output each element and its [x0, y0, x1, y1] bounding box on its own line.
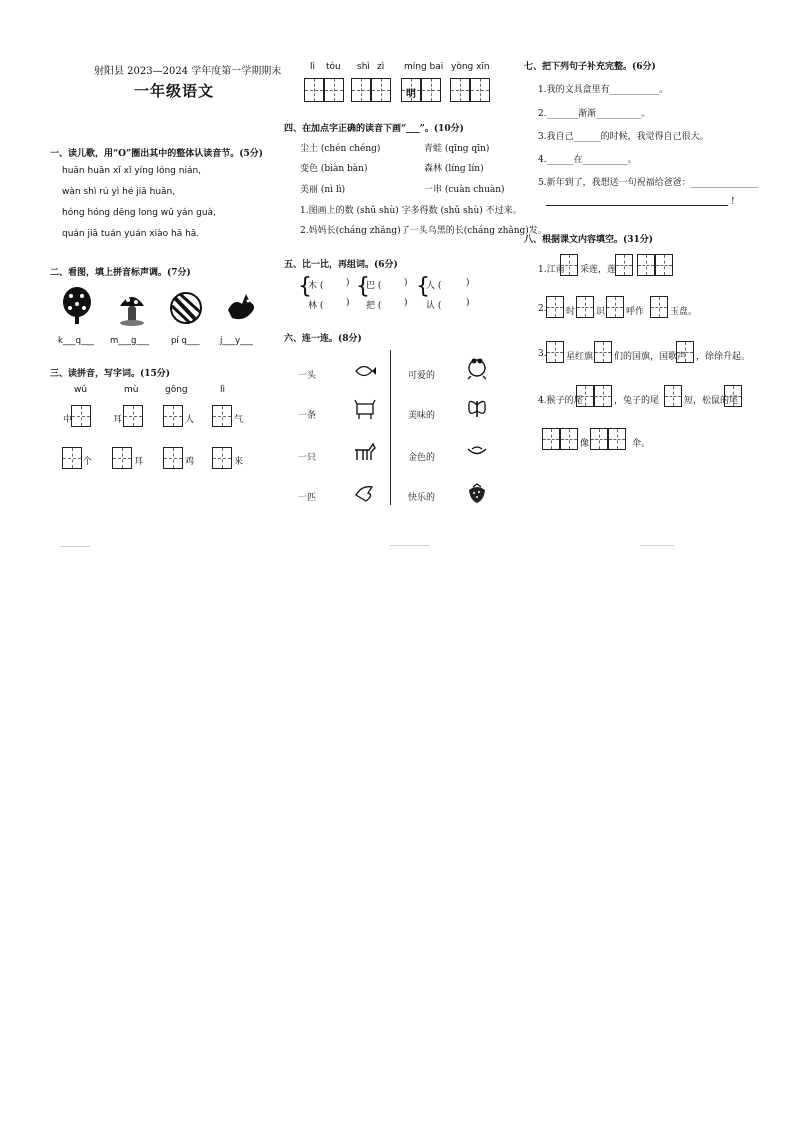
- writing-grid[interactable]: [351, 78, 371, 102]
- writing-grid[interactable]: [546, 341, 564, 363]
- writing-grid[interactable]: [655, 254, 673, 276]
- q4-sentence[interactable]: 1.图画上的数 (shǔ shù) 字多得数 (shǔ shù) 不过来。: [300, 206, 522, 216]
- writing-grid[interactable]: [594, 385, 612, 407]
- q7-line[interactable]: 5.新年到了，我想送一句祝福给爸爸：_______________: [538, 178, 759, 188]
- q3-char: 中: [63, 415, 73, 425]
- scan-edge: [390, 545, 430, 546]
- q3-char: 耳: [113, 415, 123, 425]
- q2-blank[interactable]: j___y___: [220, 336, 253, 346]
- q8-title: 八、根据课文内容填空。(31分): [524, 235, 654, 245]
- q3-pinyin: gōng: [165, 385, 188, 395]
- brace: {: [416, 274, 430, 299]
- writing-grid[interactable]: [421, 78, 441, 102]
- q2-blank[interactable]: k___q___: [58, 336, 94, 346]
- q8-text: 采莲，莲: [580, 265, 617, 275]
- q3b-pinyin: lì: [310, 62, 316, 72]
- q4-item[interactable]: 美丽 (nì lì): [300, 185, 346, 195]
- strawberry-icon[interactable]: [466, 482, 488, 504]
- q7-line[interactable]: 2._______渐渐__________。: [538, 109, 651, 119]
- q7-title: 七、把下列句子补充完整。(6分): [524, 62, 656, 72]
- q8-text: 星红旗，: [566, 352, 603, 362]
- q7-end: !: [731, 197, 735, 207]
- writing-grid[interactable]: [71, 405, 91, 427]
- writing-grid[interactable]: [576, 385, 594, 407]
- brace: {: [298, 274, 312, 299]
- q7-line[interactable]: 1.我的文具盒里有___________。: [538, 85, 669, 95]
- q8-text: 们的国旗，国歌声: [614, 352, 687, 362]
- q3-pinyin: wǔ: [74, 385, 88, 395]
- q5-paren[interactable]: ): [404, 298, 408, 308]
- fish-icon[interactable]: [354, 364, 376, 378]
- q5-paren[interactable]: ): [346, 298, 350, 308]
- q3-char: 气: [234, 415, 244, 425]
- q3b-pinyin: shì: [357, 62, 370, 72]
- q6-left[interactable]: 一头: [298, 371, 317, 381]
- q5-char: 木 (: [308, 281, 324, 291]
- q6-right[interactable]: 可爱的: [408, 371, 436, 381]
- q3-char: 耳: [134, 457, 144, 467]
- writing-grid[interactable]: [123, 405, 143, 427]
- q5-title: 五、比一比，再组词。(6分): [284, 260, 398, 270]
- q6-right[interactable]: 金色的: [408, 453, 436, 463]
- writing-grid[interactable]: [163, 447, 183, 469]
- q5-paren[interactable]: ): [466, 298, 470, 308]
- q6-left[interactable]: 一条: [298, 411, 317, 421]
- q6-left[interactable]: 一只: [298, 453, 317, 463]
- writing-grid[interactable]: [470, 78, 490, 102]
- q1-line[interactable]: wàn shì rú yì hé jiā huān,: [62, 187, 176, 197]
- writing-grid[interactable]: [112, 447, 132, 469]
- writing-grid[interactable]: [304, 78, 324, 102]
- q3-title: 三、读拼音，写字词。(15分): [50, 369, 171, 379]
- q8-text: 3.: [538, 349, 547, 359]
- q5-paren[interactable]: ): [346, 278, 350, 288]
- q4-item[interactable]: 青蛙 (qīng qīn): [424, 144, 490, 154]
- q8-text: 玉盘。: [670, 307, 698, 317]
- frog-icon[interactable]: [466, 356, 488, 380]
- q3b-pinyin: zì: [377, 62, 385, 72]
- q3b-pinyin: míng bai: [404, 62, 444, 72]
- q1-line[interactable]: quán jiā tuán yuán xiào hā hā.: [62, 229, 200, 239]
- brace: {: [356, 274, 370, 299]
- q3-char: 鸡: [185, 457, 195, 467]
- q5-paren[interactable]: ): [404, 278, 408, 288]
- school-term: 射阳县 2023—2024 学年度第一学期期末: [94, 66, 282, 77]
- q8-text: ，兔子的尾: [614, 396, 660, 406]
- q8-text: 1.江南: [538, 265, 565, 275]
- writing-grid[interactable]: [606, 296, 624, 318]
- horse-icon[interactable]: [353, 442, 377, 462]
- q4-item[interactable]: 森林 (líng lín): [424, 164, 484, 174]
- given-char: 明: [406, 89, 416, 100]
- q2-blank[interactable]: m___g___: [110, 336, 150, 346]
- writing-grid[interactable]: [724, 385, 742, 407]
- q4-item[interactable]: 一串 (cuàn chuàn): [424, 185, 505, 195]
- q3-char: 来: [234, 457, 244, 467]
- q4-item[interactable]: 变色 (biàn bàn): [300, 164, 368, 174]
- q5-char: 人 (: [426, 281, 442, 291]
- q6-right[interactable]: 快乐的: [408, 493, 436, 503]
- writing-grid[interactable]: [608, 428, 626, 450]
- q6-title: 六、连一连。(8分): [284, 334, 362, 344]
- q8-text: 伞。: [632, 439, 651, 449]
- writing-grid[interactable]: [542, 428, 560, 450]
- peacock-icon: [62, 286, 92, 326]
- q5-char: 认 (: [426, 301, 442, 311]
- boat-icon[interactable]: [466, 444, 488, 458]
- scan-edge: [640, 545, 674, 546]
- q3b-pinyin: yòng xīn: [451, 62, 490, 72]
- writing-grid[interactable]: [450, 78, 470, 102]
- q5-char: 巴 (: [366, 281, 382, 291]
- writing-grid[interactable]: [594, 341, 612, 363]
- q8-text: 2.: [538, 304, 547, 314]
- answer-line[interactable]: [546, 205, 728, 206]
- q5-paren[interactable]: ): [466, 278, 470, 288]
- q8-text: 短，松鼠的尾: [684, 396, 739, 406]
- q1-line[interactable]: huān huān xǐ xǐ yíng lóng nián,: [62, 166, 202, 176]
- writing-grid[interactable]: [560, 254, 578, 276]
- q5-char: 林 (: [308, 301, 324, 311]
- q1-title: 一、读儿歌，用“O”圈出其中的整体认读音节。(5分): [50, 149, 263, 159]
- writing-grid[interactable]: [650, 296, 668, 318]
- q4-sentence[interactable]: 2.妈妈长(cháng zhǎng)了一头乌黑的长(cháng zhǎng)发。: [300, 226, 547, 236]
- q7-line[interactable]: 4.______在__________。: [538, 155, 637, 165]
- q8-text: 像: [580, 439, 590, 449]
- q8-text: 4.猴子的尾: [538, 396, 583, 406]
- divider: [390, 350, 391, 505]
- writing-grid[interactable]: [546, 296, 564, 318]
- q3-pinyin: mù: [124, 385, 139, 395]
- writing-grid[interactable]: [615, 254, 633, 276]
- cow-icon[interactable]: [354, 398, 376, 420]
- scan-edge: [60, 546, 90, 547]
- writing-grid[interactable]: [62, 447, 82, 469]
- q1-line[interactable]: hóng hóng dēng long wǔ yán guà,: [62, 208, 216, 218]
- writing-grid[interactable]: [212, 447, 232, 469]
- q3-char: 人: [185, 415, 195, 425]
- writing-grid[interactable]: [212, 405, 232, 427]
- q3-pinyin: lì: [220, 385, 226, 395]
- writing-grid[interactable]: [371, 78, 391, 102]
- writing-grid[interactable]: [163, 405, 183, 427]
- writing-grid[interactable]: [637, 254, 655, 276]
- page-title: 一年级语文: [134, 82, 215, 100]
- exam-sheet: [0, 0, 794, 560]
- butterfly-icon[interactable]: [466, 397, 488, 421]
- q3-char: 个: [83, 457, 93, 467]
- q8-text: 识: [596, 307, 606, 317]
- writing-grid[interactable]: [590, 428, 608, 450]
- q2-blank[interactable]: pí q___: [171, 336, 200, 346]
- writing-grid[interactable]: [560, 428, 578, 450]
- bird-icon[interactable]: [354, 483, 376, 503]
- writing-grid[interactable]: [664, 385, 682, 407]
- q7-line[interactable]: 3.我自己______的时候，我觉得自己很大。: [538, 132, 709, 142]
- q2-title: 二、看图，填上拼音标声调。(7分): [50, 268, 191, 278]
- writing-grid[interactable]: [324, 78, 344, 102]
- q4-item[interactable]: 尘土 (chén chéng): [300, 144, 381, 154]
- q6-left[interactable]: 一匹: [298, 493, 317, 503]
- ball-icon: [170, 290, 202, 326]
- mandarin-duck-icon: [224, 292, 258, 324]
- q5-char: 把 (: [366, 301, 382, 311]
- mushroom-icon: [118, 292, 146, 326]
- writing-grid[interactable]: [676, 341, 694, 363]
- q4-title: 四、在加点字正确的读音下画“___”。(10分): [284, 124, 464, 134]
- q8-text: 时: [566, 307, 576, 317]
- q3b-pinyin: tóu: [326, 62, 341, 72]
- q6-right[interactable]: 美味的: [408, 411, 436, 421]
- q8-text: 呼作: [626, 307, 645, 317]
- q8-text: ，徐徐升起。: [696, 352, 751, 362]
- writing-grid[interactable]: [576, 296, 594, 318]
